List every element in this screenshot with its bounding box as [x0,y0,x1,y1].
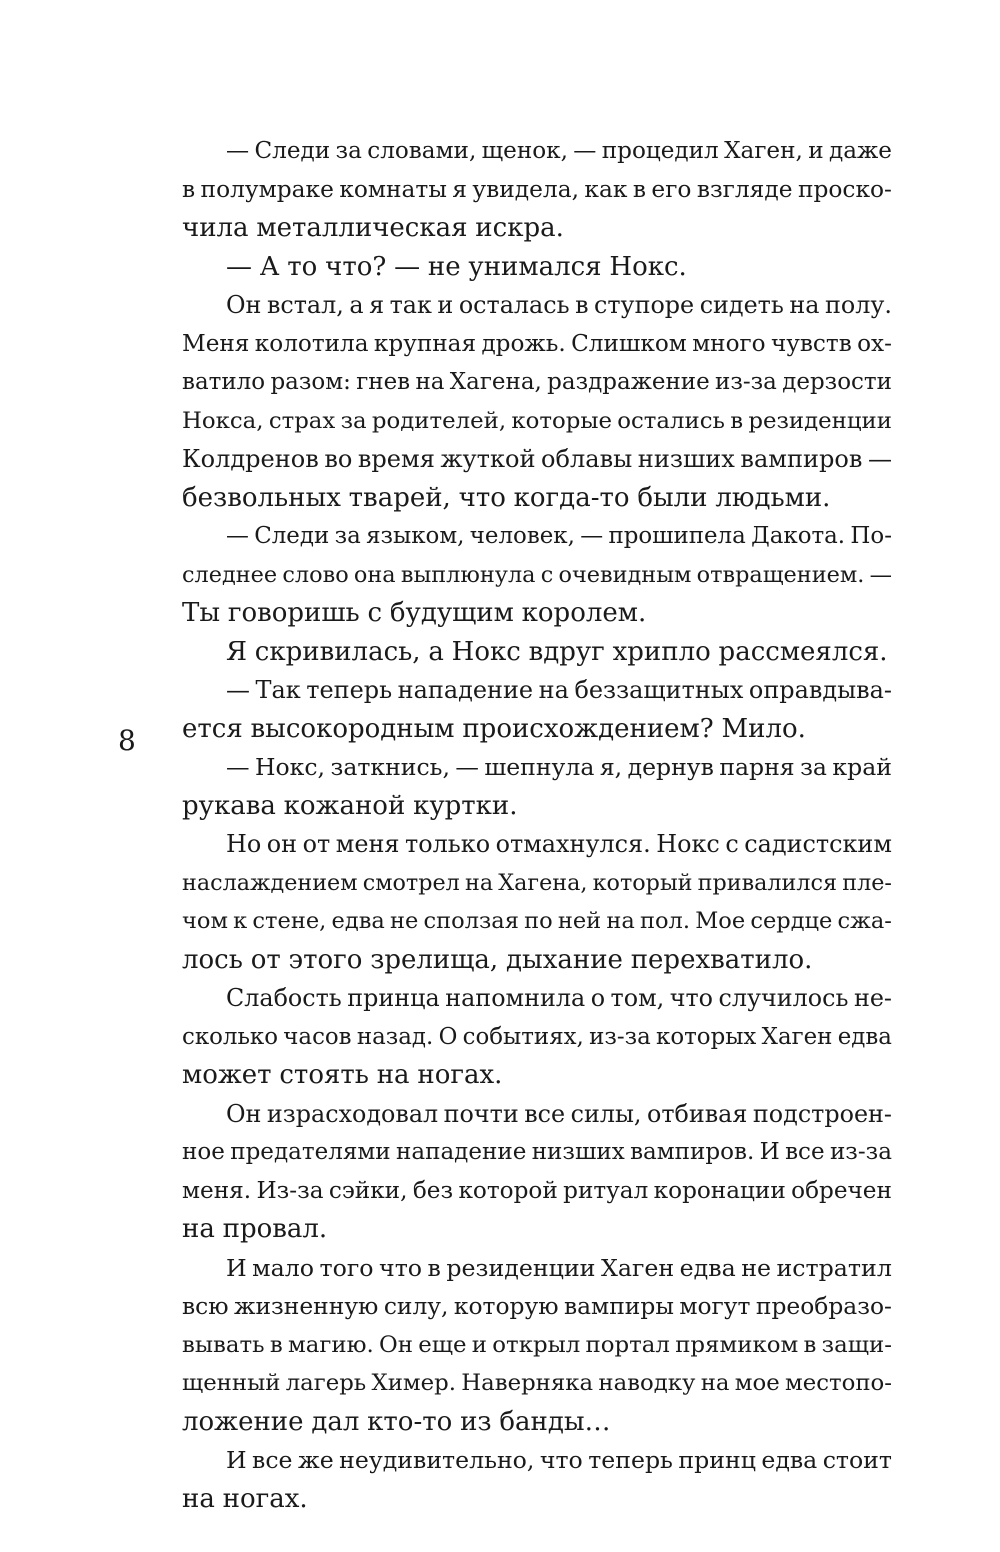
text-line: Я скривилась, а Нокс вдруг хрипло рассмеялся. [226,636,888,667]
text-line: может стоять на ногах. [182,1060,503,1090]
text-line: на провал. [182,1214,328,1244]
text-line: Колдренов во время жуткой облавы низших вампиров — [182,445,892,473]
text-line: рукава кожаной куртки. [182,790,518,821]
text-line: — Нокс, заткнись, — шепнула я, дернув парня за край [226,753,892,781]
text-line: ватило разом: гнев на Хагена, раздражение из-за дерзости [182,369,892,395]
text-line: — А то что? — не унимался Нокс. [226,251,687,282]
text-line: Меня колотила крупная дрожь. Слишком много чувств ох- [182,330,892,357]
text-line: всю жизненную силу, которую вампиры могут преобразо- [182,1292,892,1320]
text-line: чила металлическая искра. [182,213,564,243]
text-line: Он встал, а я так и осталась в ступоре сидеть на полу. [226,291,892,319]
text-line: — Следи за словами, щенок, — процедил Хаген, и даже [226,138,892,164]
text-line: в полумраке комнаты я увидела, как в его взгляде проско- [182,175,892,203]
text-line: Ты говоришь с будущим королем. [182,598,647,628]
text-line: Но он от меня только отмахнулся. Нокс с садистским [226,830,892,858]
text-line: ложение дал кто-то из банды… [182,1406,611,1437]
text-line: безвольных тварей, что когда-то были людьми. [182,482,831,513]
page-number: 8 [118,724,136,757]
text-line: И мало того что в резиденции Хаген едва не истратил [226,1253,892,1282]
text-line: ное предателями нападение низших вампиров. И все из-за [182,1139,892,1165]
text-line: — Так теперь нападение на беззащитных оправдыва- [226,676,892,704]
text-line: Он израсходовал почти все силы, отбивая подстроен- [226,1099,892,1128]
text-line: следнее слово она выплюнула с очевидным отвращением. — [182,561,892,588]
text-line: чом к стене, едва не сползая по ней на пол. Мое сердце сжа- [182,908,892,934]
text-line: лось от этого зрелища, дыхание перехватило. [182,944,813,975]
text-line: вывать в магию. Он еще и открыл портал прямиком в защи- [182,1331,892,1358]
text-line: на ногах. [182,1483,308,1514]
body-text [182,132,892,1518]
text-line: Нокса, страх за родителей, которые остались в резиденции [182,407,892,434]
text-line: Слабость принца напомнила о том, что случилось не- [226,984,892,1012]
text-line: сколько часов назад. О событиях, из-за которых Хаген едва [182,1023,892,1050]
text-line: щенный лагерь Химер. Наверняка наводку на мое местопо- [182,1370,892,1396]
text-line: меня. Из-за сэйки, без которой ритуал коронации обречен [182,1177,892,1204]
text-line: ется высокородным происхождением? Мило. [182,713,806,744]
text-line: И все же неудивительно, что теперь принц едва стоит [226,1446,892,1474]
text-line: — Следи за языком, человек, — прошипела Дакота. По- [226,523,892,549]
text-line: наслаждением смотрел на Хагена, который привалился пле- [182,869,892,896]
